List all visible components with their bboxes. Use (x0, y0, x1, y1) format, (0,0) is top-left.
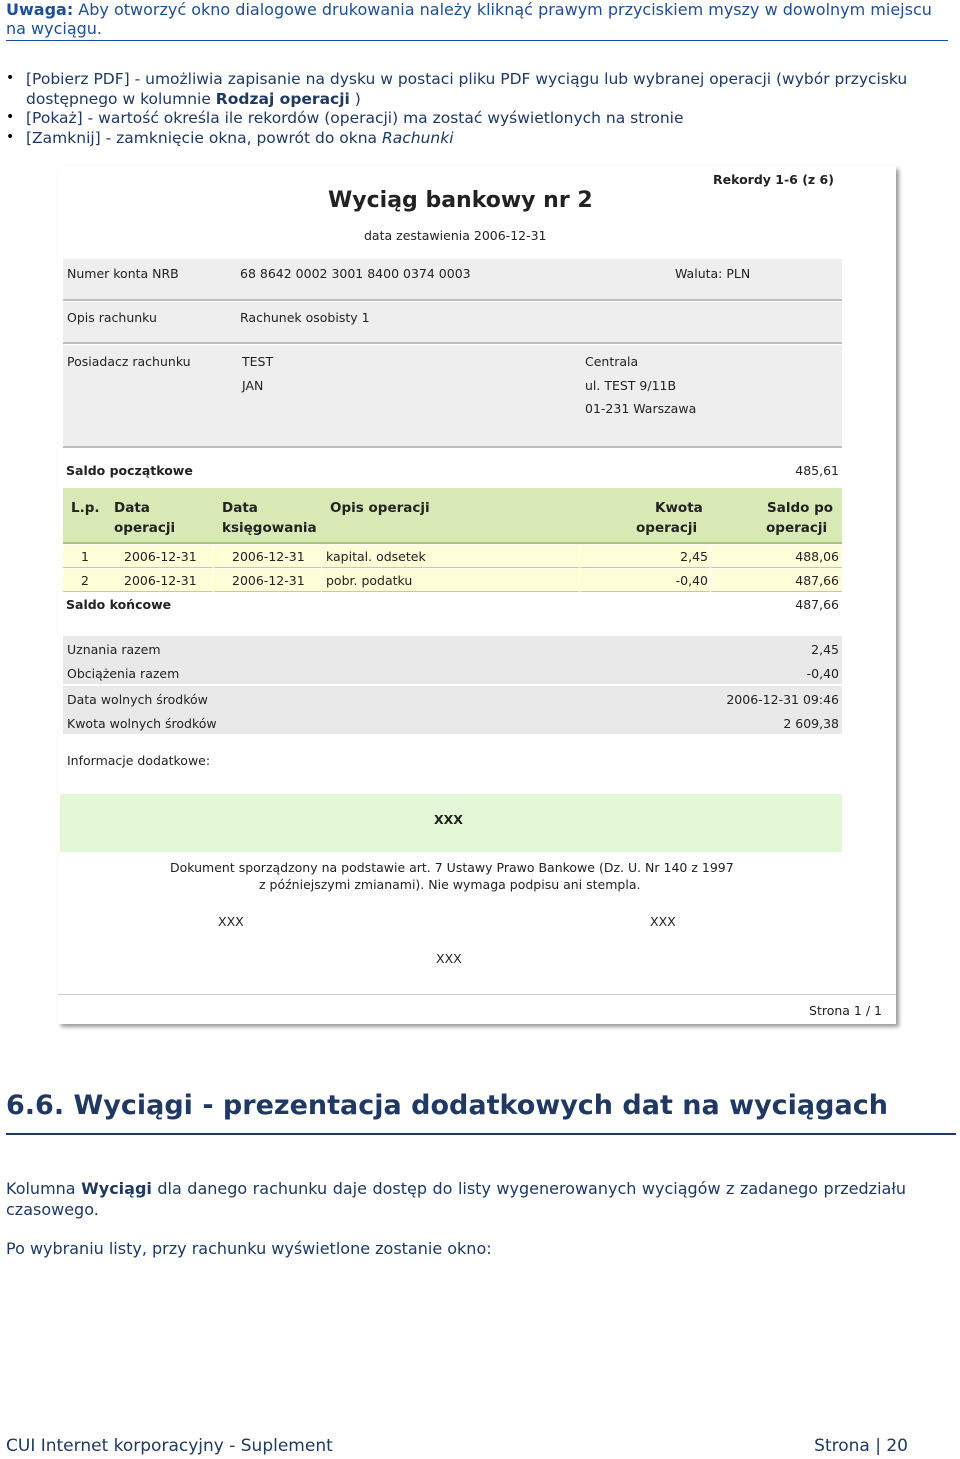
col-lp: L.p. (71, 500, 100, 516)
debits-value: -0,40 (806, 666, 839, 681)
totals-block (63, 636, 842, 684)
paragraph-bold: Wyciągi (81, 1179, 152, 1198)
statement-title: Wyciąg bankowy nr 2 (328, 188, 593, 213)
operations-table-header (63, 488, 842, 544)
list-item-text: [Zamknij] - zamknięcie okna, powrót do okna (26, 128, 382, 147)
holder-name-line2: JAN (242, 378, 264, 393)
account-description-label: Opis rachunku (67, 310, 157, 325)
col-description: Opis operacji (330, 500, 430, 516)
account-number-label: Numer konta NRB (67, 266, 179, 281)
row2-description: pobr. podatku (326, 573, 413, 588)
col-date-book-2: księgowania (222, 520, 317, 536)
col-amount-1: Kwota (655, 500, 703, 516)
footer-page-number: Strona | 20 (814, 1436, 908, 1456)
signature-left: XXX (218, 914, 244, 929)
credits-label: Uznania razem (67, 642, 161, 657)
row2-date-op: 2006-12-31 (124, 573, 197, 588)
statement-page-number: Strona 1 / 1 (809, 1003, 882, 1018)
available-amount-value: 2 609,38 (783, 716, 839, 731)
holder-address-line2: ul. TEST 9/11B (585, 378, 677, 393)
col-balance-1: Saldo po (767, 500, 834, 516)
warning-label: Uwaga: (6, 0, 74, 19)
statement-footer-divider (58, 994, 896, 995)
list-item-text: ) (349, 89, 361, 108)
bank-statement-image (58, 166, 896, 1024)
holder-name-line1: TEST (242, 354, 274, 369)
paragraph-text: Kolumna (6, 1179, 82, 1198)
column-divider (321, 545, 322, 593)
opening-balance-label: Saldo początkowe (66, 463, 193, 478)
row1-amount: 2,45 (680, 549, 708, 564)
debits-label: Obciążenia razem (67, 666, 180, 681)
signature-bottom: XXX (436, 951, 462, 966)
credits-value: 2,45 (811, 642, 839, 657)
account-number-value: 68 8642 0002 3001 8400 0374 0003 (240, 266, 471, 281)
warning-text: Aby otworzyć okno dialogowe drukowania należy kliknąć prawym przyciskiem myszy w dowolnym miejscu na wyciągu. (6, 0, 932, 38)
list-item-download-pdf (6, 70, 936, 109)
statement-date: data zestawienia 2006-12-31 (364, 228, 547, 243)
row2-date-book: 2006-12-31 (232, 573, 305, 588)
list-item-show (6, 109, 936, 129)
column-divider (710, 545, 711, 593)
row1-lp: 1 (81, 549, 89, 564)
legal-note-line1: Dokument sporządzony na podstawie art. 7 Ustawy Prawo Bankowe (Dz. U. Nr 140 z 1997 (170, 860, 734, 875)
legal-note-line2: z późniejszymi zmianami). Nie wymaga podpisu ani stempla. (259, 877, 641, 892)
holder-address-line1: Centrala (585, 354, 639, 369)
warning-note (6, 0, 948, 41)
button-description-list (6, 70, 936, 148)
records-count: Rekordy 1-6 (z 6) (713, 172, 834, 187)
available-date-label: Data wolnych środków (67, 692, 208, 707)
column-divider (579, 545, 580, 593)
additional-info-label: Informacje dodatkowe: (67, 753, 211, 768)
row1-date-op: 2006-12-31 (124, 549, 197, 564)
col-date-op-2: operacji (114, 520, 176, 536)
section-paragraph-1 (6, 1178, 906, 1220)
signature-right: XXX (650, 914, 676, 929)
col-amount-2: operacji (636, 520, 698, 536)
row1-description: kapital. odsetek (326, 549, 426, 564)
list-item-text: [Pokaż] - wartość określa ile rekordów (operacji) ma zostać wyświetlonych na stronie (26, 109, 684, 127)
row2-amount: -0,40 (675, 573, 708, 588)
closing-balance-value: 487,66 (795, 597, 839, 612)
row2-lp: 2 (81, 573, 89, 588)
account-holder-label: Posiadacz rachunku (67, 354, 191, 369)
list-item-text: [Pobierz PDF] - umożliwia zapisanie na dysku w postaci pliku PDF wyciągu lub wybranej operacji (wybór przycisku dostępnego w kolumnie (26, 70, 908, 108)
footer-title: CUI Internet korporacyjny - Suplement (6, 1436, 333, 1456)
currency: Waluta: PLN (675, 266, 751, 281)
additional-info-value: XXX (434, 812, 463, 827)
opening-balance-value: 485,61 (795, 463, 839, 478)
column-divider (213, 545, 214, 593)
row1-balance: 488,06 (795, 549, 839, 564)
account-description-row (63, 302, 842, 344)
list-item-close (6, 129, 936, 149)
section-heading: 6.6. Wyciągi - prezentacja dodatkowych dat na wyciągach (6, 1090, 956, 1135)
closing-balance-label: Saldo końcowe (66, 597, 172, 612)
list-item-italic: Rachunki (381, 128, 454, 147)
paragraph-text: dla danego rachunku daje dostęp do listy wygenerowanych wyciągów z zadanego przedziału czasowego. (6, 1179, 907, 1219)
available-amount-label: Kwota wolnych środków (67, 716, 217, 731)
col-date-op-1: Data (114, 500, 150, 516)
account-description-value: Rachunek osobisty 1 (240, 310, 370, 325)
holder-address-line3: 01-231 Warszawa (585, 401, 697, 416)
available-date-value: 2006-12-31 09:46 (726, 692, 839, 707)
row1-date-book: 2006-12-31 (232, 549, 305, 564)
col-balance-2: operacji (766, 520, 828, 536)
list-item-bold: Rodzaj operacji (215, 89, 350, 108)
col-date-book-1: Data (222, 500, 258, 516)
row2-balance: 487,66 (795, 573, 839, 588)
section-paragraph-2: Po wybraniu listy, przy rachunku wyświetlone zostanie okno: (6, 1239, 492, 1258)
